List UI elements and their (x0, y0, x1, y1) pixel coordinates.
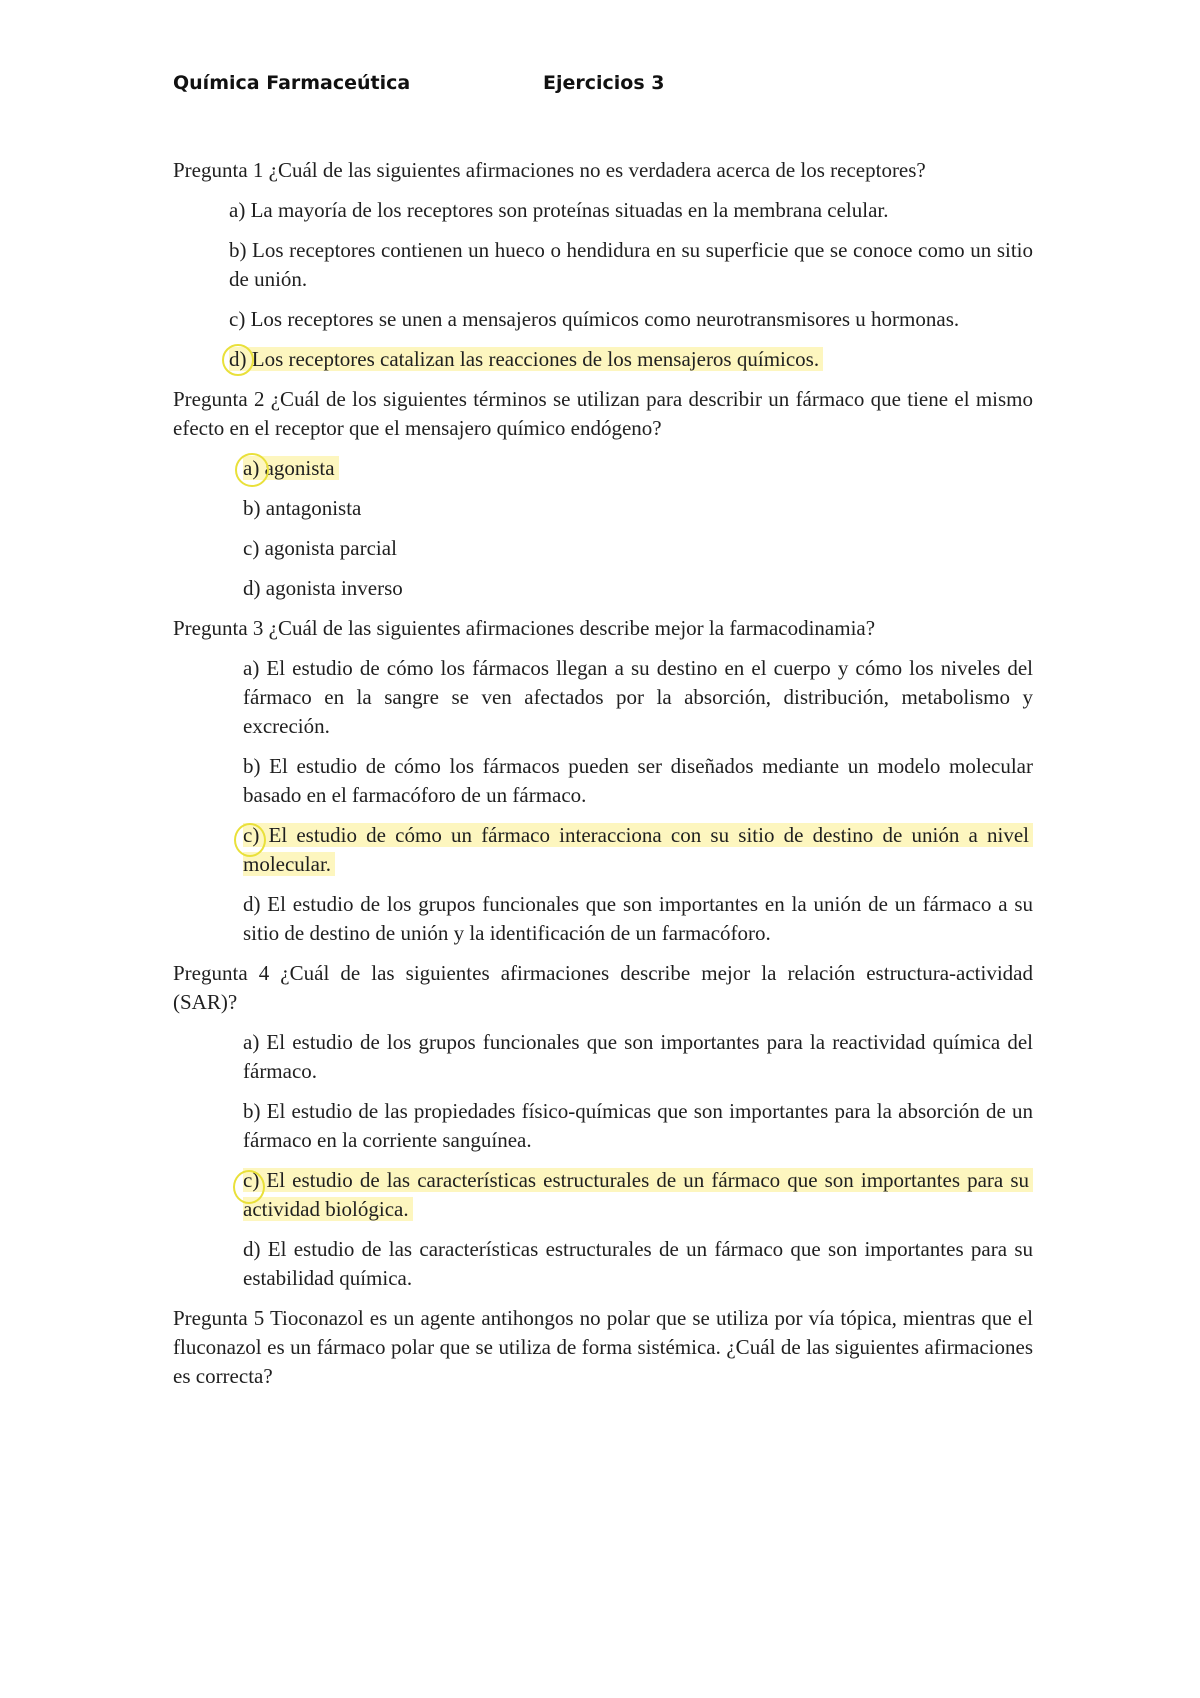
option-2b: b) antagonista (243, 496, 362, 520)
question-4 (173, 959, 1033, 1293)
option-3a: a) El estudio de cómo los fármacos llegan a su destino en el cuerpo y cómo los niveles del fármaco en la sangre se ven afectados por la absorción, distribución, metabolismo y excreción. (243, 656, 1033, 738)
exercise-title: Ejercicios 3 (543, 72, 665, 94)
option-4d: d) El estudio de las características estructurales de un fármaco que son importantes para su estabilidad química. (243, 1237, 1033, 1290)
option-1c: c) Los receptores se unen a mensajeros químicos como neurotransmisores u hormonas. (229, 307, 960, 331)
highlight: d) Los receptores catalizan las reacciones de los mensajeros químicos. (229, 347, 823, 371)
option-3d: d) El estudio de los grupos funcionales que son importantes en la unión de un fármaco a su sitio de destino de unión y la identificación de un farmacóforo. (243, 892, 1033, 945)
option-1b: b) Los receptores contienen un hueco o hendidura en su superficie que se conoce como un sitio de unión. (229, 238, 1033, 291)
page-header (173, 72, 1033, 102)
option-4b: b) El estudio de las propiedades físico-químicas que son importantes para la absorción de un fármaco en la corriente sanguínea. (243, 1099, 1033, 1152)
question-5 (173, 1304, 1033, 1391)
question-3-options (173, 654, 1033, 948)
question-1-text: Pregunta 1 ¿Cuál de las siguientes afirmaciones no es verdadera acerca de los receptores? (173, 158, 926, 182)
highlight: c) El estudio de cómo un fármaco interacciona con su sitio de destino de unión a nivel molecular. (243, 823, 1033, 876)
question-5-text: Pregunta 5 Tioconazol es un agente antihongos no polar que se utiliza por vía tópica, mientras que el fluconazol es un fármaco polar que se utiliza de forma sistémica. ¿Cuál de las siguientes afirmaciones es correcta? (173, 1306, 1033, 1388)
option-2c: c) agonista parcial (243, 536, 397, 560)
subject-title: Química Farmaceútica (173, 72, 411, 94)
question-4-text: Pregunta 4 ¿Cuál de las siguientes afirmaciones describe mejor la relación estructura-actividad (SAR)? (173, 961, 1033, 1014)
question-1-options (173, 196, 1033, 374)
option-2d: d) agonista inverso (243, 576, 403, 600)
questions-body (173, 156, 1033, 1402)
option-4c-selected (243, 1166, 1033, 1224)
question-2 (173, 385, 1033, 603)
option-3b: b) El estudio de cómo los fármacos pueden ser diseñados mediante un modelo molecular basado en el farmacóforo de un fármaco. (243, 754, 1033, 807)
option-2a-selected (243, 454, 1033, 483)
question-3-text: Pregunta 3 ¿Cuál de las siguientes afirmaciones describe mejor la farmacodinamia? (173, 616, 876, 640)
question-4-options (173, 1028, 1033, 1293)
option-3c-selected (243, 821, 1033, 879)
question-2-options (173, 454, 1033, 603)
highlight: a) agonista (243, 456, 339, 480)
highlight: c) El estudio de las características estructurales de un fármaco que son importantes para su actividad biológica. (243, 1168, 1033, 1221)
option-4a: a) El estudio de los grupos funcionales que son importantes para la reactividad química del fármaco. (243, 1030, 1033, 1083)
option-1d-selected (229, 345, 1033, 374)
question-1 (173, 156, 1033, 374)
question-3 (173, 614, 1033, 948)
option-1a: a) La mayoría de los receptores son proteínas situadas en la membrana celular. (229, 198, 889, 222)
question-2-text: Pregunta 2 ¿Cuál de los siguientes términos se utilizan para describir un fármaco que tiene el mismo efecto en el receptor que el mensajero químico endógeno? (173, 387, 1033, 440)
